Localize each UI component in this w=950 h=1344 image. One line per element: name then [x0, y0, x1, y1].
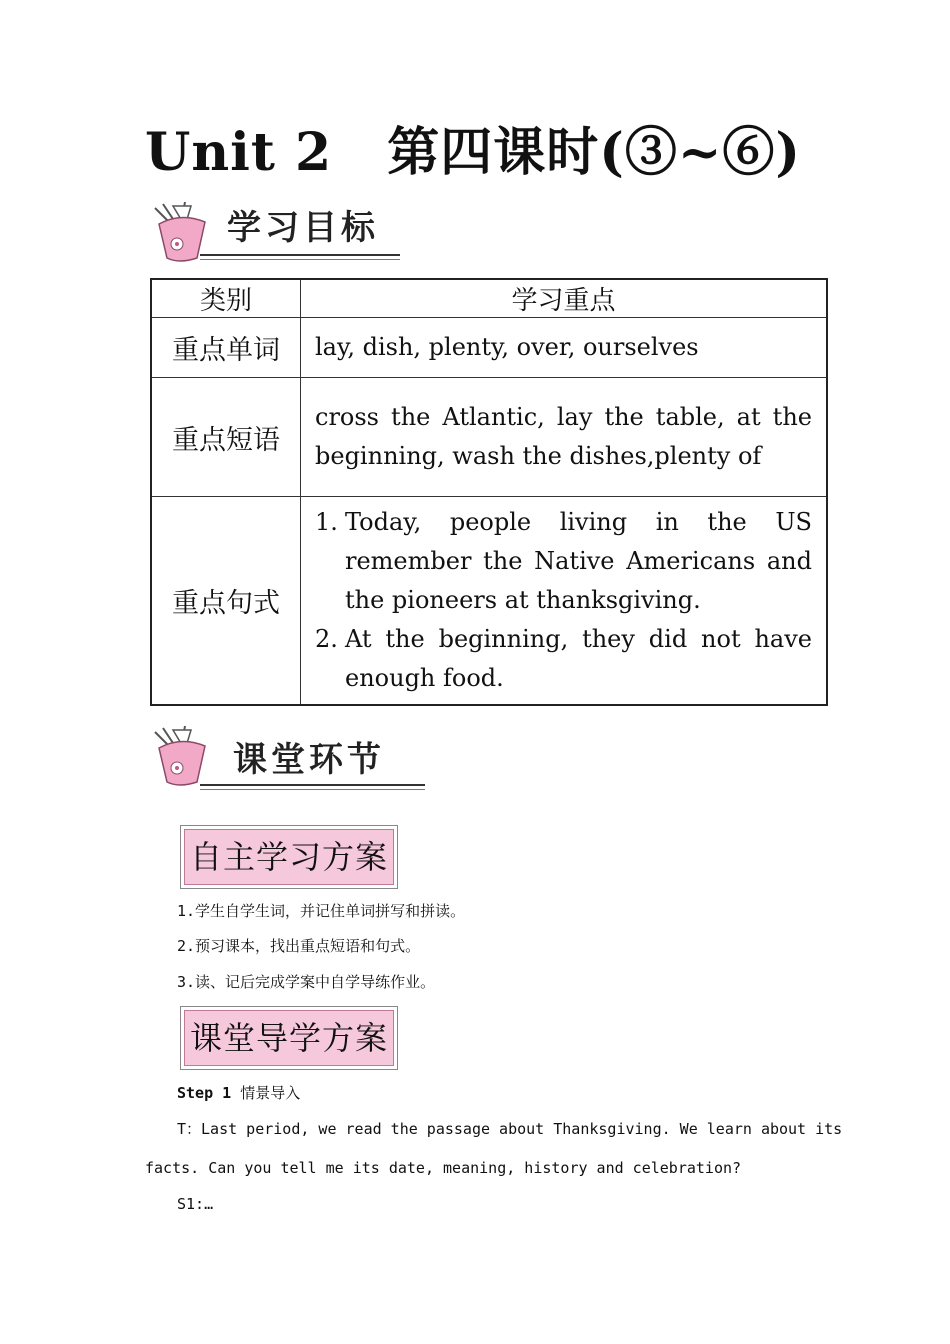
list-item: 2.预习课本，找出重点短语和句式。 [177, 937, 421, 955]
class-guide-heading: 课堂导学方案 [184, 1010, 394, 1066]
content-cell [301, 497, 828, 705]
table-row [151, 318, 827, 378]
header-category: 类别 [151, 279, 301, 318]
table-header-row [151, 279, 827, 318]
table-row [151, 378, 827, 497]
category-cell: 重点句式 [151, 497, 301, 705]
section-heading: 课堂环节 [233, 740, 385, 780]
student-line: S1:… [177, 1195, 214, 1213]
section-heading: 学习目标 [227, 208, 379, 248]
self-study-heading: 自主学习方案 [184, 829, 394, 885]
unit-label: Unit 2 [145, 122, 333, 183]
page-title [145, 118, 845, 188]
section-banner-goals [145, 198, 405, 268]
category-cell: 重点单词 [151, 318, 301, 378]
list-item: 1.学生自学生词，并记住单词拼写和拼读。 [177, 902, 466, 920]
class-guide-heading-box [180, 1006, 398, 1070]
sentence-item: 2. At the beginning, they did not have enough food. [315, 624, 812, 692]
step-label: Step 1 [177, 1084, 232, 1102]
teacher-line: T：Last period, we read the passage about Thanksgiving. We learn about its [177, 1120, 843, 1138]
category-cell: 重点短语 [151, 378, 301, 497]
basket-icon [145, 722, 215, 790]
section-banner-class [145, 722, 430, 792]
header-focus: 学习重点 [301, 279, 828, 318]
step-title: 情景导入 [240, 1084, 301, 1102]
table-row [151, 497, 827, 705]
content-cell: cross the Atlantic, lay the table, at the beginning, wash the dishes,plenty of [301, 378, 828, 497]
step-heading [177, 1082, 300, 1103]
self-study-heading-box [180, 825, 398, 889]
goals-table [150, 278, 828, 706]
teacher-line-continued: facts. Can you tell me its date, meaning, history and celebration? [145, 1159, 742, 1177]
content-cell: lay, dish, plenty, over, ourselves [301, 318, 828, 378]
sentence-item: 1. Today, people living in the US remember the Native Americans and the pioneers at thanksgiving. [315, 507, 812, 614]
lesson-label: 第四课时(③~⑥) [387, 122, 801, 183]
list-item: 3.读、记后完成学案中自学导练作业。 [177, 973, 436, 991]
